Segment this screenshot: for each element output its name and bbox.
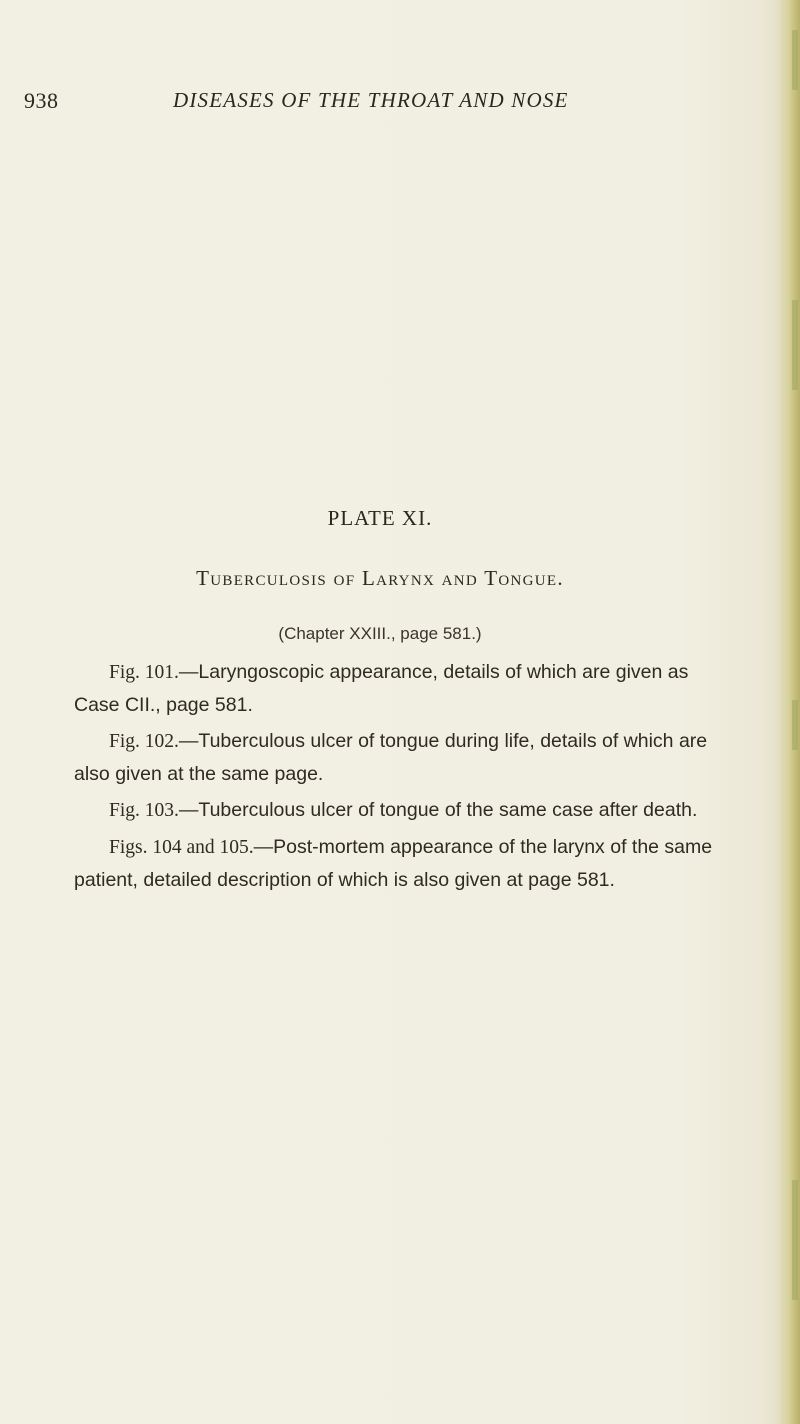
figure-label: Fig. 102. [109,731,179,752]
figure-label: Figs. 104 and 105. [109,837,254,858]
chapter-reference: (Chapter XXIII., page 581.) [278,624,482,643]
figure-caption [74,725,724,790]
figure-caption-text: —Tuberculous ulcer of tongue during life, details of which are also given at the same page. [74,730,708,785]
figure-caption [74,794,724,827]
figure-caption-text: —Tuberculous ulcer of tongue of the same case after death. [178,799,698,821]
page-edge-discoloration [778,0,800,1424]
figure-label: Fig. 101. [109,662,179,683]
edge-stain [792,30,798,90]
figure-caption [74,831,724,896]
edge-stain [792,1180,798,1300]
edge-stain [792,700,798,750]
plate-subject: Tuberculosis of Larynx and Tongue. [196,566,564,590]
figure-caption [74,656,724,721]
figure-label: Fig. 103. [109,800,179,821]
plate-title: PLATE XI. [327,506,433,530]
running-head [0,88,800,118]
figure-caption-text: —Post-mortem appearance of the larynx of the same patient, detailed description of which is also given at page 581. [74,836,713,891]
running-title: DISEASES OF THE THROAT AND NOSE [173,88,569,112]
edge-stain [792,300,798,390]
figure-caption-text: —Laryngoscopic appearance, details of which are given as Case CII., page 581. [74,661,689,716]
page-number: 938 [24,88,59,113]
